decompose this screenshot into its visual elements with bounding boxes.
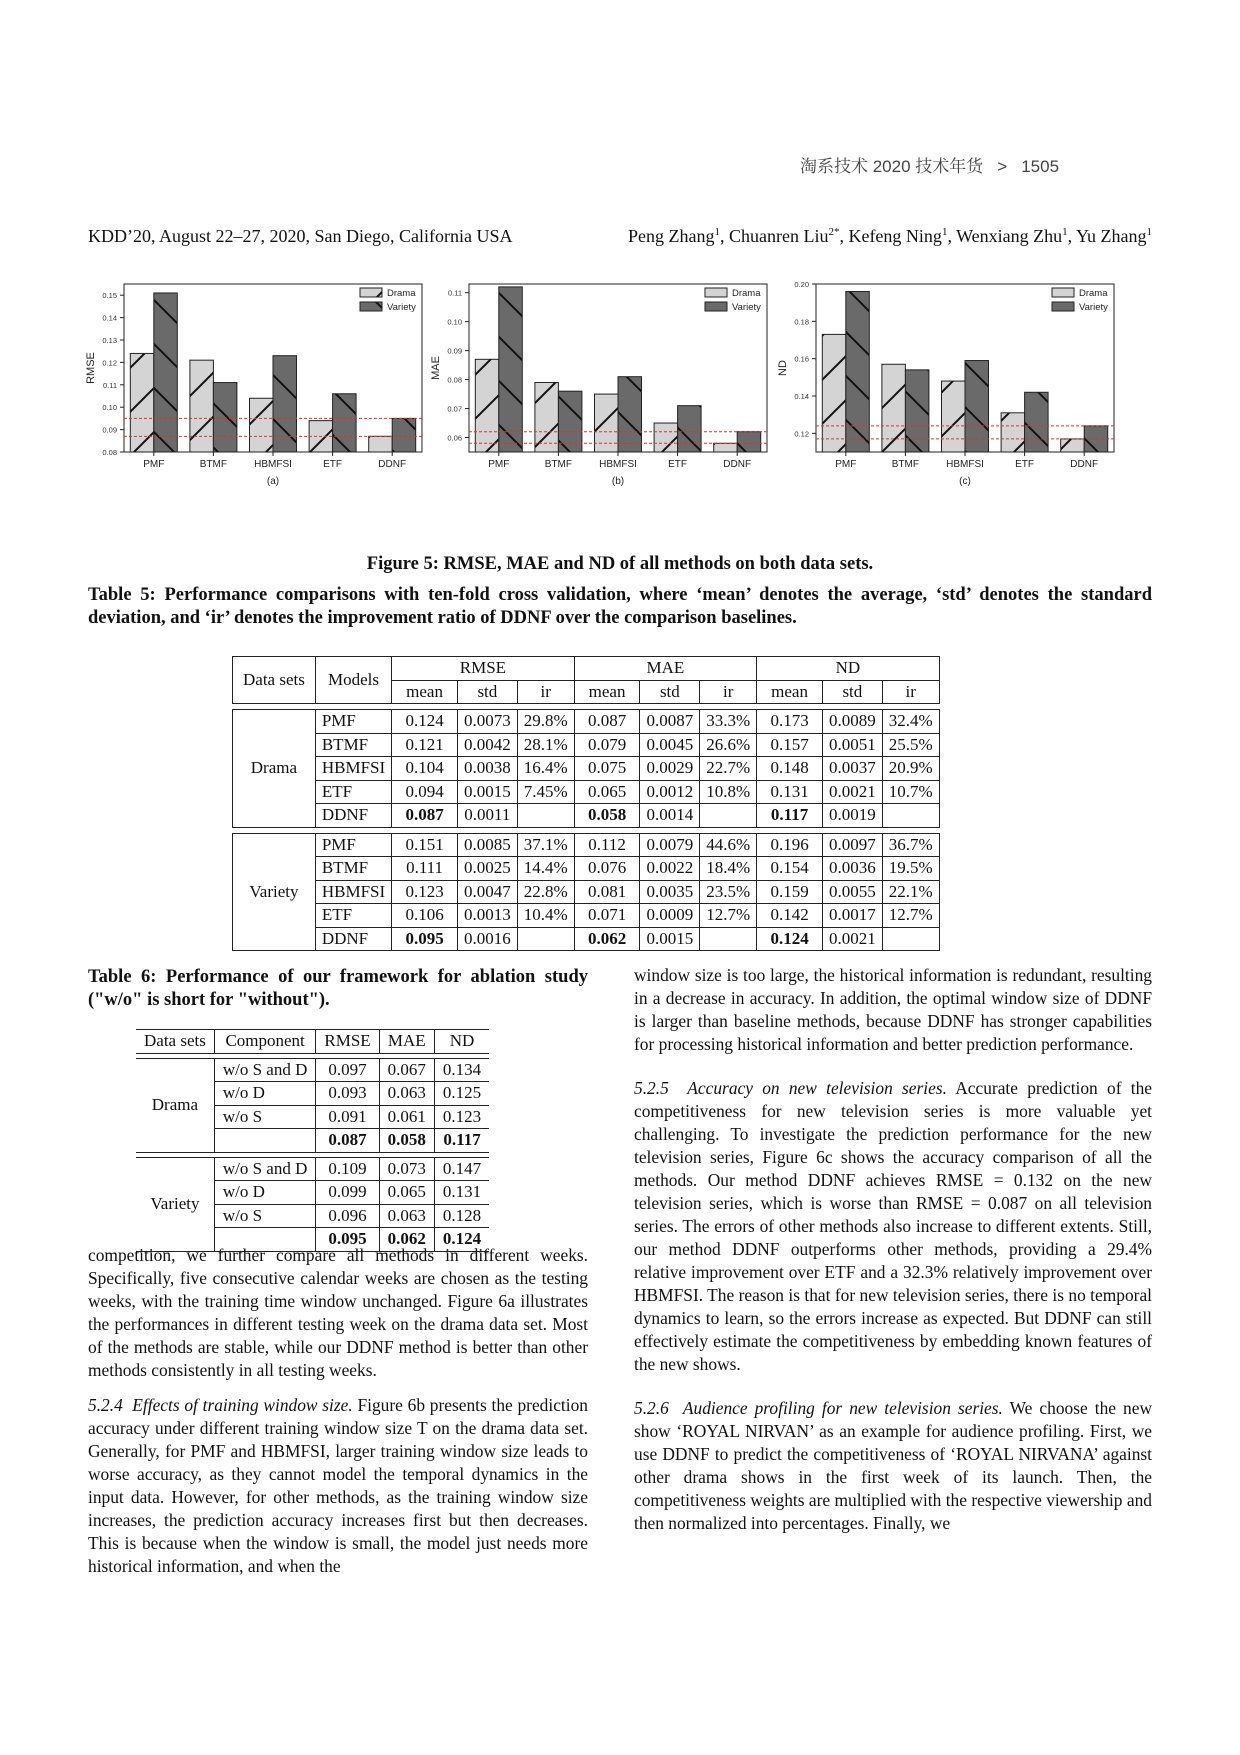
model-name: ETF xyxy=(315,904,391,928)
table-row xyxy=(136,1058,489,1082)
table-cell: 0.0011 xyxy=(457,804,517,828)
y-axis-label: RMSE xyxy=(85,352,97,384)
table-cell: 0.142 xyxy=(757,904,823,928)
y-tick-label: 0.09 xyxy=(102,425,117,435)
table-cell: 0.0025 xyxy=(457,857,517,881)
y-tick-label: 0.07 xyxy=(447,404,462,414)
x-tick-label: HBMFSI xyxy=(254,459,292,470)
table-cell: 0.075 xyxy=(574,757,640,781)
section-number: 5.2.5 xyxy=(634,1078,669,1098)
legend-label: Drama xyxy=(387,288,416,299)
table-cell: 0.0009 xyxy=(640,904,700,928)
chart-panel-1 xyxy=(430,284,767,487)
section-title: Accuracy on new television series. xyxy=(687,1078,947,1098)
y-tick-label: 0.20 xyxy=(794,280,809,289)
bar-drama-ddnf xyxy=(1061,439,1085,452)
table-cell: 0.062 xyxy=(574,927,640,951)
model-name: PMF xyxy=(315,710,391,734)
legend-swatch xyxy=(1052,288,1074,297)
table-cell: 0.111 xyxy=(392,857,458,881)
table-cell: 0.0073 xyxy=(457,710,517,734)
table-cell xyxy=(882,804,939,828)
section-title: Effects of training window size. xyxy=(132,1395,353,1415)
model-name: BTMF xyxy=(315,857,391,881)
table-row xyxy=(233,880,940,904)
bar-drama-pmf xyxy=(130,353,154,452)
table-cell: 0.112 xyxy=(574,833,640,857)
table-cell xyxy=(882,927,939,951)
table-header-cell: RMSE xyxy=(316,1030,379,1054)
table-cell: 0.093 xyxy=(316,1082,379,1106)
panel-label: (a) xyxy=(266,476,280,487)
table-cell: 0.147 xyxy=(434,1157,489,1181)
chart-panel-0 xyxy=(85,284,422,487)
model-name: BTMF xyxy=(315,733,391,757)
component-name: w/o D xyxy=(214,1181,316,1205)
table-cell: 0.0047 xyxy=(457,880,517,904)
table-cell: 0.0014 xyxy=(640,804,700,828)
model-name: ETF xyxy=(315,780,391,804)
legend-swatch xyxy=(705,288,727,297)
table-cell: 0.131 xyxy=(757,780,823,804)
table-cell: 0.061 xyxy=(379,1105,434,1129)
x-tick-label: DDNF xyxy=(1070,459,1099,470)
table-header-cell: RMSE xyxy=(392,657,575,681)
bar-drama-etf xyxy=(1001,413,1025,452)
y-tick-label: 0.08 xyxy=(447,375,462,385)
author-name: Peng Zhang xyxy=(627,226,715,246)
table-cell: 0.058 xyxy=(574,804,640,828)
table-cell: 33.3% xyxy=(700,710,757,734)
table-cell: 10.4% xyxy=(517,904,574,928)
bar-drama-pmf xyxy=(822,334,846,452)
table-header-cell: mean xyxy=(392,680,458,704)
dataset-label: Drama xyxy=(136,1058,214,1152)
x-tick-label: PMF xyxy=(143,459,165,470)
bar-variety-ddnf xyxy=(392,418,416,452)
table-cell: 0.095 xyxy=(392,927,458,951)
figure-caption: Figure 5: RMSE, MAE and ND of all methods on both data sets. xyxy=(366,554,874,574)
table-cell: 0.0051 xyxy=(822,733,882,757)
table-cell xyxy=(700,804,757,828)
component-name: w/o S xyxy=(214,1105,316,1129)
table6 xyxy=(136,1029,489,1252)
table-cell: 0.087 xyxy=(574,710,640,734)
table-cell: 0.063 xyxy=(379,1082,434,1106)
bar-variety-etf xyxy=(333,394,357,452)
running-head-authors xyxy=(628,226,1152,247)
bar-drama-hbmfsi xyxy=(942,381,966,452)
dataset-label: Variety xyxy=(233,833,316,951)
table-cell: 0.087 xyxy=(316,1129,379,1153)
right-column xyxy=(634,964,1152,1535)
table-cell: 0.148 xyxy=(757,757,823,781)
table-cell: 0.159 xyxy=(757,880,823,904)
table-cell: 0.117 xyxy=(434,1129,489,1153)
table-header-cell: mean xyxy=(574,680,640,704)
table-cell: 12.7% xyxy=(882,904,939,928)
dataset-label: Drama xyxy=(233,710,316,828)
table-header-cell: std xyxy=(822,680,882,704)
legend-label: Variety xyxy=(732,302,761,313)
component-name: w/o S xyxy=(214,1204,316,1228)
section-title: Audience profiling for new television series. xyxy=(682,1398,1003,1418)
bar-variety-etf xyxy=(678,406,702,452)
y-axis-label: ND xyxy=(777,360,789,376)
table-cell: 28.1% xyxy=(517,733,574,757)
bar-drama-ddnf xyxy=(369,436,393,452)
table6-caption: Table 6: Performance of our framework for ablation study ("w/o" is short for "without"). xyxy=(88,967,588,1010)
y-tick-label: 0.16 xyxy=(794,354,809,364)
table-cell: 0.0087 xyxy=(640,710,700,734)
x-tick-label: BTMF xyxy=(544,459,573,470)
figure-5-charts xyxy=(85,278,1152,548)
bar-drama-etf xyxy=(654,423,678,452)
table-cell: 0.0079 xyxy=(640,833,700,857)
y-tick-label: 0.11 xyxy=(447,288,462,298)
author-separator: , xyxy=(947,226,957,246)
table-cell: 0.0097 xyxy=(822,833,882,857)
bar-variety-btmf xyxy=(213,383,237,452)
model-name: DDNF xyxy=(315,927,391,951)
table-cell: 0.117 xyxy=(757,804,823,828)
table-cell: 0.173 xyxy=(757,710,823,734)
table-cell: 36.7% xyxy=(882,833,939,857)
table-cell: 0.0055 xyxy=(822,880,882,904)
model-name: DDNF xyxy=(315,804,391,828)
y-tick-label: 0.09 xyxy=(447,346,462,356)
table-cell: 25.5% xyxy=(882,733,939,757)
legend-label: Variety xyxy=(387,302,416,313)
y-tick-label: 0.10 xyxy=(102,403,117,413)
table-cell: 0.0029 xyxy=(640,757,700,781)
author-name: Yu Zhang xyxy=(1076,226,1147,246)
table-cell: 0.065 xyxy=(574,780,640,804)
book-title: 淘系技术 2020 技术年货 xyxy=(800,157,984,176)
table-cell: 22.8% xyxy=(517,880,574,904)
book-header xyxy=(800,152,1059,177)
table-header-cell: MAE xyxy=(574,657,757,681)
model-name: PMF xyxy=(315,833,391,857)
table-row xyxy=(233,757,940,781)
table-cell xyxy=(517,927,574,951)
x-tick-label: DDNF xyxy=(378,459,407,470)
table-row xyxy=(233,804,940,828)
section-number: 5.2.4 xyxy=(88,1395,123,1415)
table-cell: 23.5% xyxy=(700,880,757,904)
table-cell: 0.0089 xyxy=(822,710,882,734)
section-body: Accurate prediction of the competitiveness for new television series is more valuable yet challenging. To investigate the prediction performance for the new television series, Figure 6c shows the accuracy comparison of all the methods. Our method DDNF achieves RMSE = 0.132 on the new television series, which is worse than RMSE = 0.087 on all television series. The errors of other methods also increase to different extents. Still, our method DDNF outperforms other methods, providing a 29.4% relative improvement over ETF and a 32.3% relatively improvement over HBMFSI. The reason is that for new television series, there is no temporal dynamics to learn, so the errors increase as expected. But DDNF can still effectively estimate the competitiveness by embedding known features of the new shows. xyxy=(634,1078,1152,1374)
table-cell: 0.076 xyxy=(574,857,640,881)
table-cell: 0.0038 xyxy=(457,757,517,781)
table-row xyxy=(136,1157,489,1181)
table5 xyxy=(232,656,940,951)
table-cell: 10.7% xyxy=(882,780,939,804)
bar-drama-pmf xyxy=(475,359,499,452)
chart-legend xyxy=(1052,288,1108,313)
author-name: Wenxiang Zhu xyxy=(956,226,1063,246)
table-cell: 0.062 xyxy=(379,1228,434,1252)
table-cell: 0.109 xyxy=(316,1157,379,1181)
bar-variety-pmf xyxy=(154,293,178,452)
author-affiliation: 2* xyxy=(828,226,840,238)
y-tick-label: 0.06 xyxy=(447,433,462,443)
bar-drama-btmf xyxy=(190,360,214,452)
table-cell: 0.087 xyxy=(392,804,458,828)
table-cell: 0.0085 xyxy=(457,833,517,857)
chart-legend xyxy=(705,288,761,313)
section-number: 5.2.6 xyxy=(634,1398,669,1418)
table-cell xyxy=(700,927,757,951)
section-5-2-4 xyxy=(88,1394,588,1578)
component-name xyxy=(214,1129,316,1153)
table-cell: 0.099 xyxy=(316,1181,379,1205)
table-cell: 44.6% xyxy=(700,833,757,857)
table-cell: 0.094 xyxy=(392,780,458,804)
component-name: w/o S and D xyxy=(214,1157,316,1181)
section-body: Figure 6b presents the prediction accuracy under different training window size T on the drama data set. Generally, for PMF and HBMFSI, larger training window size leads to worse accuracy, as they cannot model the temporal dynamics in the input data. However, for other methods, as the training window size increases, the prediction accuracy increases first but then decreases. This is because when the window is small, the model just needs more historical information, and when the xyxy=(88,1395,588,1576)
table-cell: 0.0015 xyxy=(640,927,700,951)
table-cell: 0.0021 xyxy=(822,780,882,804)
table-cell: 0.0012 xyxy=(640,780,700,804)
author-separator: , xyxy=(839,226,849,246)
table-cell: 0.0045 xyxy=(640,733,700,757)
table-cell: 0.0022 xyxy=(640,857,700,881)
table5-caption: Table 5: Performance comparisons with ten-fold cross validation, where ‘mean’ denotes the average, ‘std’ denotes the standard deviation, and ‘ir’ denotes the improvement ratio of DDNF over the comparison baselines. xyxy=(88,585,1152,628)
author-separator: , xyxy=(719,226,729,246)
table-row xyxy=(233,857,940,881)
table-cell: 20.9% xyxy=(882,757,939,781)
legend-swatch xyxy=(1052,302,1074,311)
bar-variety-btmf xyxy=(905,370,929,452)
table-cell: 32.4% xyxy=(882,710,939,734)
table-header-cell: ir xyxy=(700,680,757,704)
table-row xyxy=(233,904,940,928)
author-name: Kefeng Ning xyxy=(848,226,942,246)
table-row xyxy=(233,710,940,734)
table-cell: 0.151 xyxy=(392,833,458,857)
x-tick-label: HBMFSI xyxy=(599,459,637,470)
table-cell: 0.097 xyxy=(316,1058,379,1082)
bar-drama-btmf xyxy=(535,382,559,452)
table-cell: 0.123 xyxy=(392,880,458,904)
table-cell: 10.8% xyxy=(700,780,757,804)
left-column xyxy=(88,1244,588,1578)
table-cell: 0.067 xyxy=(379,1058,434,1082)
chart-panel-2 xyxy=(777,280,1114,487)
table-cell: 0.131 xyxy=(434,1181,489,1205)
table-cell: 0.128 xyxy=(434,1204,489,1228)
x-tick-label: HBMFSI xyxy=(946,459,984,470)
table-cell: 29.8% xyxy=(517,710,574,734)
table-cell: 26.6% xyxy=(700,733,757,757)
table-cell: 0.124 xyxy=(434,1228,489,1252)
x-tick-label: ETF xyxy=(323,459,343,470)
author-affiliation: 1 xyxy=(941,226,948,238)
model-name: HBMFSI xyxy=(315,880,391,904)
author-affiliation: 1 xyxy=(714,226,720,238)
table-cell: 0.0042 xyxy=(457,733,517,757)
x-tick-label: ETF xyxy=(668,459,688,470)
header-separator: > xyxy=(997,157,1008,176)
table-cell: 0.065 xyxy=(379,1181,434,1205)
table-cell: 0.073 xyxy=(379,1157,434,1181)
table-cell: 0.081 xyxy=(574,880,640,904)
table-row xyxy=(233,927,940,951)
table-cell: 0.0037 xyxy=(822,757,882,781)
dataset-label: Variety xyxy=(136,1157,214,1251)
table-header-cell: Component xyxy=(214,1030,316,1054)
table-header-cell: Models xyxy=(315,657,391,704)
author-separator: , xyxy=(1067,226,1076,246)
bar-variety-etf xyxy=(1025,392,1049,452)
table-cell: 0.0036 xyxy=(822,857,882,881)
table-cell: 0.125 xyxy=(434,1082,489,1106)
table-cell: 0.121 xyxy=(392,733,458,757)
table-cell: 0.154 xyxy=(757,857,823,881)
table-cell: 0.157 xyxy=(757,733,823,757)
table-cell xyxy=(517,804,574,828)
chart-legend xyxy=(360,288,416,313)
table-header-cell: ir xyxy=(517,680,574,704)
y-tick-label: 0.18 xyxy=(794,317,809,327)
legend-swatch xyxy=(705,302,727,311)
section-5-2-5 xyxy=(634,1077,1152,1376)
table-cell: 7.45% xyxy=(517,780,574,804)
table-cell: 0.095 xyxy=(316,1228,379,1252)
table-cell: 0.0021 xyxy=(822,927,882,951)
table-header-cell: mean xyxy=(757,680,823,704)
table-cell: 0.106 xyxy=(392,904,458,928)
table-cell: 0.0013 xyxy=(457,904,517,928)
bar-variety-ddnf xyxy=(737,432,761,452)
y-tick-label: 0.10 xyxy=(447,317,462,327)
table-cell: 0.104 xyxy=(392,757,458,781)
table-cell: 0.071 xyxy=(574,904,640,928)
table-cell: 0.124 xyxy=(757,927,823,951)
page-number: 1505 xyxy=(1021,157,1060,176)
bar-drama-hbmfsi xyxy=(250,398,274,452)
table-header-cell: MAE xyxy=(379,1030,434,1054)
bar-drama-ddnf xyxy=(714,443,738,452)
table-header-cell: Data sets xyxy=(136,1030,214,1054)
legend-label: Drama xyxy=(732,288,761,299)
table-cell: 16.4% xyxy=(517,757,574,781)
y-tick-label: 0.08 xyxy=(102,448,117,457)
legend-swatch xyxy=(360,302,382,311)
y-tick-label: 0.14 xyxy=(102,313,117,323)
table-cell: 0.096 xyxy=(316,1204,379,1228)
y-tick-label: 0.14 xyxy=(794,392,809,401)
x-tick-label: BTMF xyxy=(199,459,228,470)
panel-label: (c) xyxy=(959,476,971,487)
panel-label: (b) xyxy=(611,476,625,487)
table-cell: 22.7% xyxy=(700,757,757,781)
paragraph: competition, we further compare all methods in different weeks. Specifically, five consecutive calendar weeks are chosen as the testing weeks, with the training time window unchanged. Figure 6a illustrates the performances in different testing week on the drama data set. Most of the methods are stable, while our DDNF method is better than other methods consistently in all testing weeks. xyxy=(88,1245,588,1380)
x-tick-label: BTMF xyxy=(891,459,920,470)
table-cell: 0.0016 xyxy=(457,927,517,951)
y-tick-label: 0.12 xyxy=(102,358,117,368)
table-cell: 22.1% xyxy=(882,880,939,904)
legend-swatch xyxy=(360,288,382,297)
section-body: We choose the new show ‘ROYAL NIRVAN’ as an example for audience profiling. First, we use DDNF to predict the competitiveness of ‘ROYAL NIRVANA’ against other drama shows in the first week of its launch. Then, the competitiveness weights are multiplied with the respective viewership and then normalized into percentages. Finally, we xyxy=(634,1398,1152,1533)
x-tick-label: DDNF xyxy=(723,459,752,470)
y-tick-label: 0.13 xyxy=(102,336,117,345)
legend-label: Variety xyxy=(1079,302,1108,313)
running-head-venue: KDD’20, August 22–27, 2020, San Diego, California USA xyxy=(88,226,513,246)
table-cell: 0.0019 xyxy=(822,804,882,828)
table-header-cell: std xyxy=(457,680,517,704)
table-row xyxy=(233,733,940,757)
table-row xyxy=(233,833,940,857)
table-cell: 19.5% xyxy=(882,857,939,881)
component-name: w/o S and D xyxy=(214,1058,316,1082)
model-name: HBMFSI xyxy=(315,757,391,781)
bar-variety-hbmfsi xyxy=(618,377,642,452)
table-cell: 0.123 xyxy=(434,1105,489,1129)
table-cell: 18.4% xyxy=(700,857,757,881)
y-tick-label: 0.15 xyxy=(102,291,117,301)
bar-variety-hbmfsi xyxy=(965,361,989,452)
table-cell: 0.0015 xyxy=(457,780,517,804)
author-affiliation: 1 xyxy=(1062,226,1068,238)
bar-variety-pmf xyxy=(846,291,870,452)
y-tick-label: 0.11 xyxy=(102,380,117,390)
table-cell: 0.196 xyxy=(757,833,823,857)
section-5-2-6 xyxy=(634,1397,1152,1535)
x-tick-label: PMF xyxy=(488,459,510,470)
table-header-cell: ND xyxy=(757,657,940,681)
table-cell: 0.134 xyxy=(434,1058,489,1082)
table-cell: 0.079 xyxy=(574,733,640,757)
table-cell: 0.0017 xyxy=(822,904,882,928)
x-tick-label: ETF xyxy=(1015,459,1035,470)
table-cell: 0.058 xyxy=(379,1129,434,1153)
y-axis-label: MAE xyxy=(430,356,442,380)
table-header-cell: std xyxy=(640,680,700,704)
legend-label: Drama xyxy=(1079,288,1108,299)
table-header-cell: Data sets xyxy=(233,657,316,704)
table-cell: 14.4% xyxy=(517,857,574,881)
table-cell: 37.1% xyxy=(517,833,574,857)
table-cell: 0.091 xyxy=(316,1105,379,1129)
table-cell: 12.7% xyxy=(700,904,757,928)
bar-variety-hbmfsi xyxy=(273,356,297,452)
x-tick-label: PMF xyxy=(835,459,857,470)
component-name: w/o D xyxy=(214,1082,316,1106)
bar-variety-pmf xyxy=(499,287,523,452)
paragraph: window size is too large, the historical information is redundant, resulting in a decrease in accuracy. In addition, the optimal window size of DDNF is larger than baseline methods, because DDNF has stronger capabilities for processing historical information and better prediction performance. xyxy=(634,965,1152,1054)
author-name: Chuanren Liu xyxy=(728,226,829,246)
y-tick-label: 0.12 xyxy=(794,429,809,439)
table-header-cell: ND xyxy=(434,1030,489,1054)
table-cell: 0.063 xyxy=(379,1204,434,1228)
table-row xyxy=(233,780,940,804)
table-cell: 0.124 xyxy=(392,710,458,734)
table-cell: 0.0035 xyxy=(640,880,700,904)
table-header-cell: ir xyxy=(882,680,939,704)
author-affiliation: 1 xyxy=(1146,226,1152,238)
